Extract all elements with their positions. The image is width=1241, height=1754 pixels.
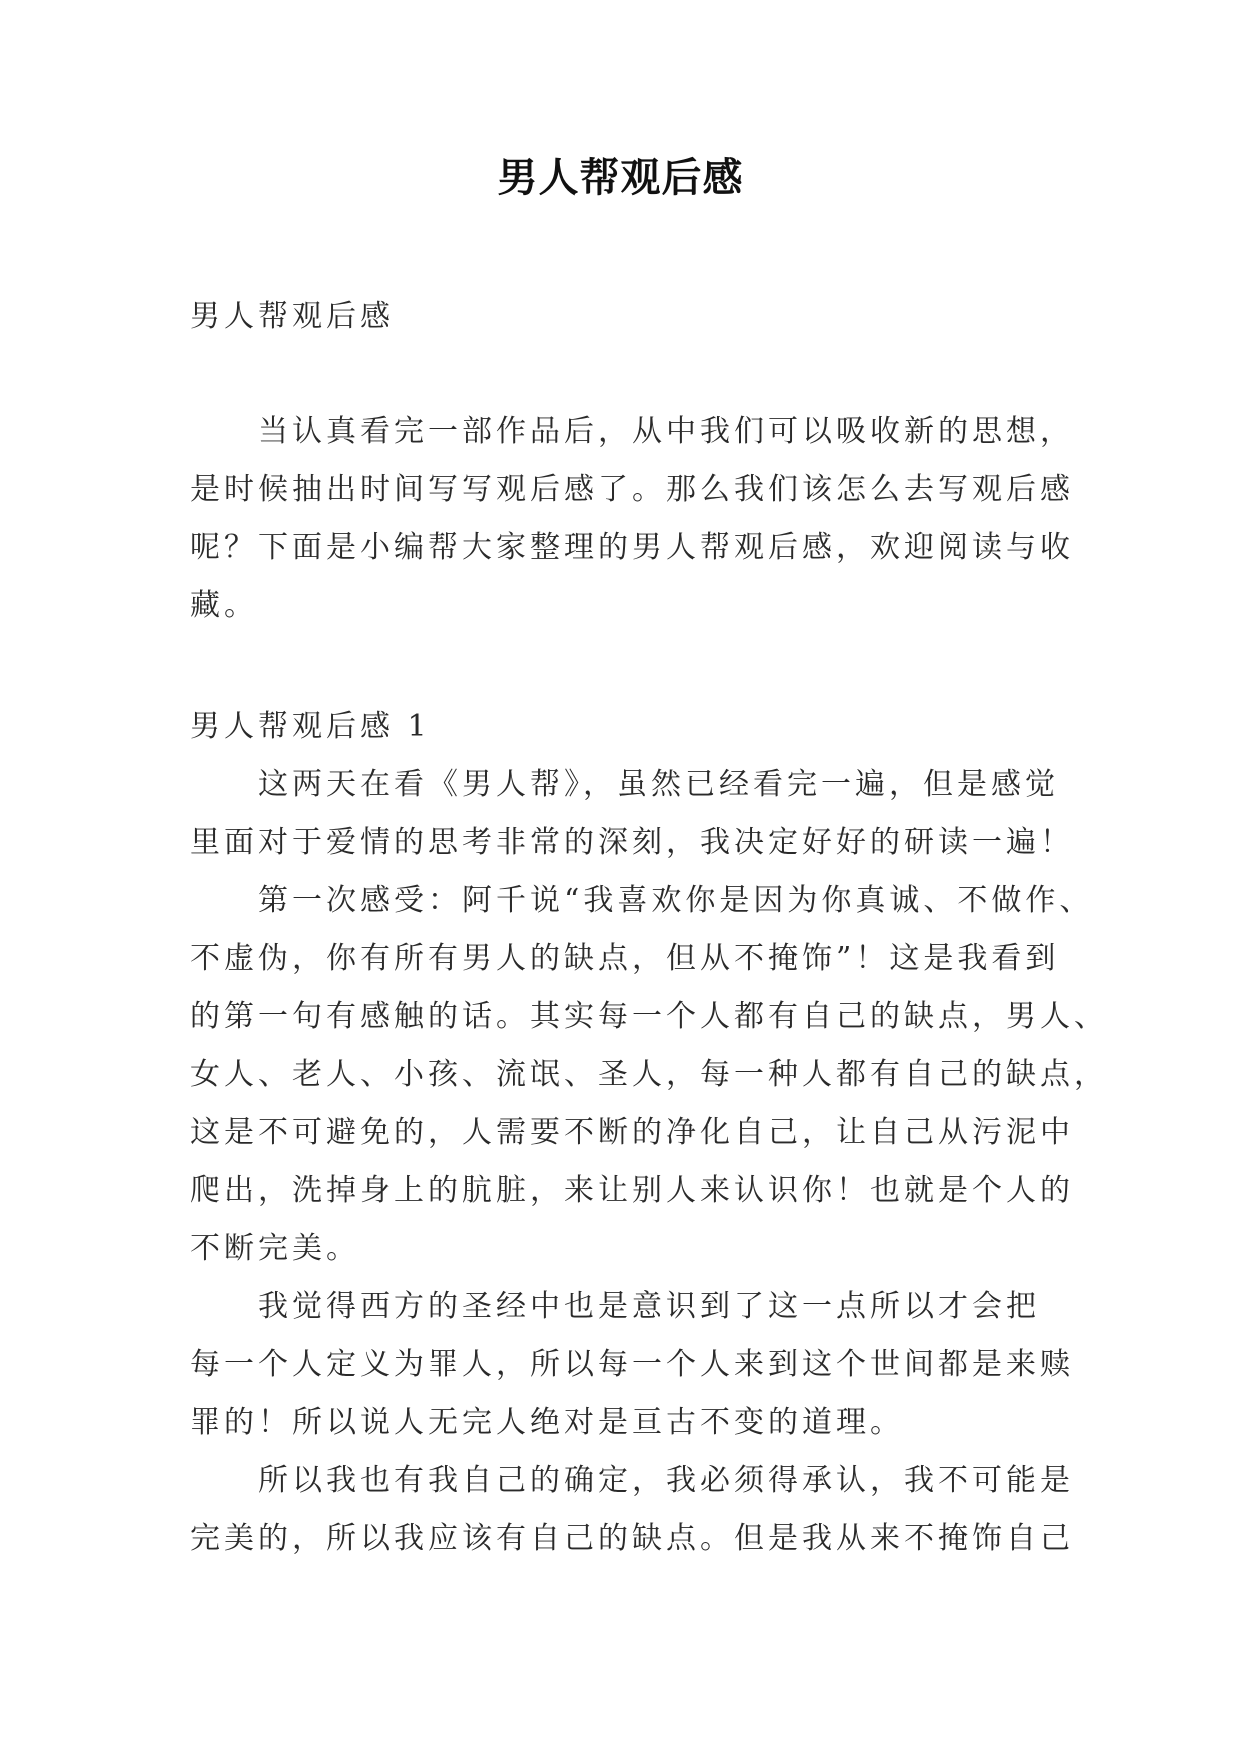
paragraph-line: 每一个人定义为罪人，所以每一个人来到这个世间都是来赎 bbox=[190, 1347, 1074, 1382]
paragraph-line: 女人、老人、小孩、流氓、圣人，每一种人都有自己的缺点， bbox=[190, 1057, 1108, 1092]
document-title: 男人帮观后感 bbox=[497, 154, 744, 201]
paragraph-line: 的第一句有感触的话。其实每一个人都有自己的缺点，男人、 bbox=[190, 999, 1108, 1034]
intro-line: 当认真看完一部作品后，从中我们可以吸收新的思想， bbox=[258, 414, 1074, 449]
paragraph-line: 所以我也有我自己的确定，我必须得承认，我不可能是 bbox=[258, 1463, 1074, 1498]
paragraph-line: 完美的，所以我应该有自己的缺点。但是我从来不掩饰自己 bbox=[190, 1521, 1074, 1556]
paragraph-line: 这是不可避免的，人需要不断的净化自己，让自己从污泥中 bbox=[190, 1115, 1074, 1150]
document-subtitle: 男人帮观后感 bbox=[190, 299, 394, 334]
paragraph-line: 不断完美。 bbox=[190, 1231, 360, 1266]
paragraph-line: 这两天在看《男人帮》，虽然已经看完一遍，但是感觉 bbox=[258, 767, 1059, 802]
paragraph-line: 我觉得西方的圣经中也是意识到了这一点所以才会把 bbox=[258, 1289, 1040, 1324]
paragraph-line: 第一次感受：阿千说“我喜欢你是因为你真诚、不做作、 bbox=[258, 883, 1094, 918]
paragraph-line: 不虚伪，你有所有男人的缺点，但从不掩饰”！这是我看到 bbox=[190, 941, 1060, 976]
paragraph-line: 爬出，洗掉身上的肮脏，来让别人来认识你！也就是个人的 bbox=[190, 1173, 1074, 1208]
intro-line: 呢？下面是小编帮大家整理的男人帮观后感，欢迎阅读与收 bbox=[190, 530, 1074, 565]
section-heading: 男人帮观后感 1 bbox=[190, 709, 431, 744]
intro-line: 藏。 bbox=[190, 588, 258, 623]
paragraph-line: 罪的！所以说人无完人绝对是亘古不变的道理。 bbox=[190, 1405, 904, 1440]
intro-line: 是时候抽出时间写写观后感了。那么我们该怎么去写观后感 bbox=[190, 472, 1074, 507]
paragraph-line: 里面对于爱情的思考非常的深刻，我决定好好的研读一遍！ bbox=[190, 825, 1074, 860]
